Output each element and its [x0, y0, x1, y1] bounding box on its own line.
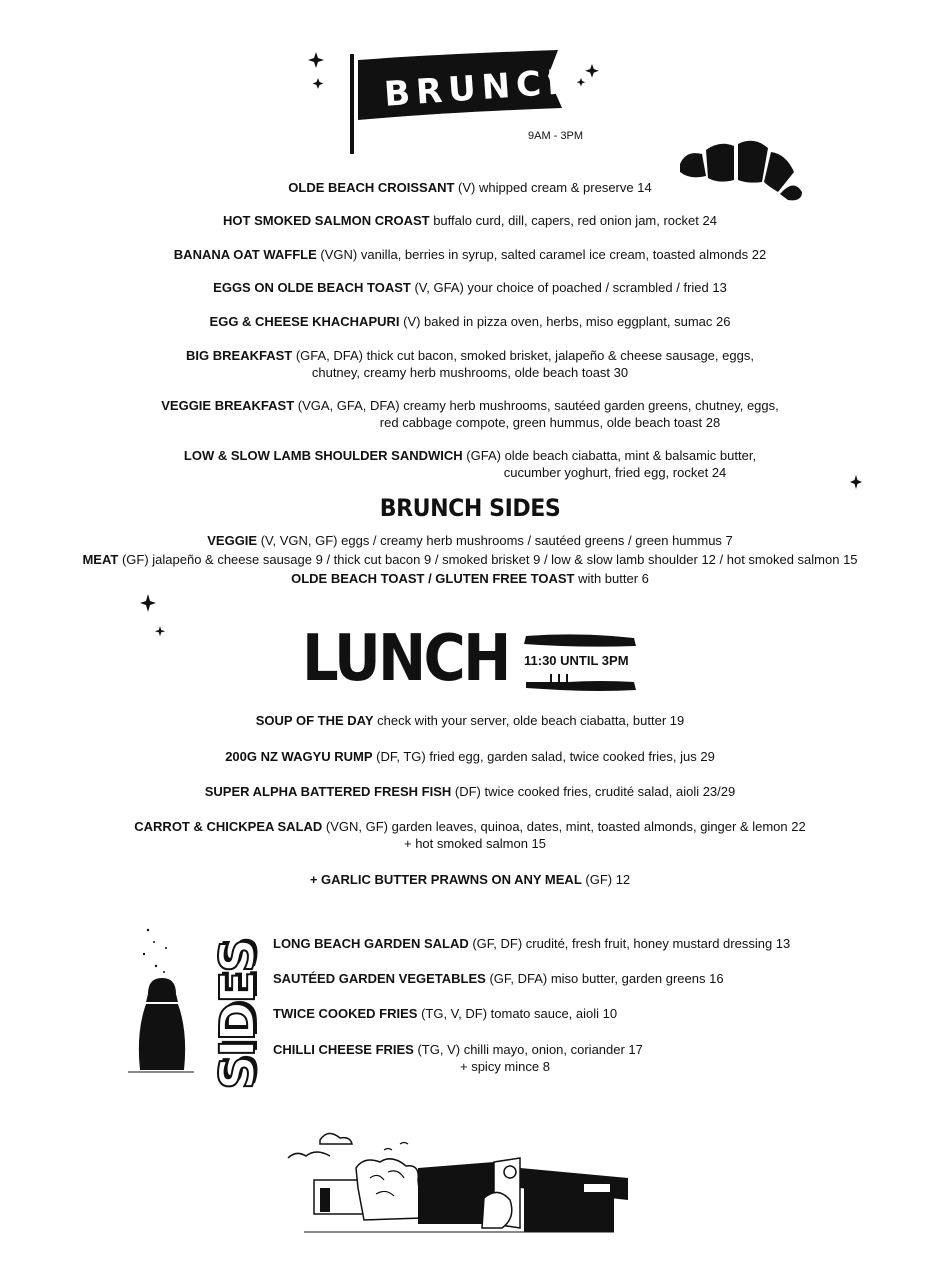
- side-item-fries: TWICE COOKED FRIES (TG, V, DF) tomato sauce, aioli 10: [273, 1006, 618, 1021]
- lunch-hours: 11:30 UNTIL 3PM: [524, 653, 629, 668]
- brunch-hours: 9AM - 3PM: [528, 130, 584, 142]
- brunch-item-waffle: BANANA OAT WAFFLE (VGN) vanilla, berries in syrup, salted caramel ice cream, toasted almonds 22: [173, 247, 767, 262]
- brunch-item-big-breakfast-cont: chutney, creamy herb mushrooms, olde beach toast 30: [311, 365, 629, 380]
- lunch-item-wagyu: 200G NZ WAGYU RUMP (DF, TG) fried egg, garden salad, twice cooked fries, jus 29: [225, 749, 715, 764]
- side-item-chilli-fries: CHILLI CHEESE FRIES (TG, V) chilli mayo, onion, coriander 17: [273, 1042, 643, 1057]
- brunch-side-meat: MEAT (GF) jalapeño & cheese sausage 9 / thick cut bacon 9 / smoked brisket 9 / low & slow lamb shoulder 12 / hot smoked salmon 15: [82, 552, 858, 567]
- brunch-item-veggie-breakfast-cont: red cabbage compote, green hummus, olde beach toast 28: [379, 415, 721, 430]
- brunch-side-toast: OLDE BEACH TOAST / GLUTEN FREE TOAST with butter 6: [291, 571, 649, 586]
- brunch-sides-title: BRUNCH SIDES: [379, 494, 561, 522]
- side-item-chilli-fries-cont: + spicy mince 8: [460, 1059, 550, 1074]
- brunch-title: BRUNCH: [382, 61, 583, 115]
- brunch-item-khachapuri: EGG & CHEESE KHACHAPURI (V) baked in pizza oven, herbs, miso eggplant, sumac 26: [209, 314, 731, 329]
- lunch-item-soup: SOUP OF THE DAY check with your server, olde beach ciabatta, butter 19: [255, 713, 685, 728]
- brunch-item-eggs-toast: EGGS ON OLDE BEACH TOAST (V, GFA) your choice of poached / scrambled / fried 13: [213, 280, 727, 295]
- brunch-item-lamb-sandwich-cont: cucumber yoghurt, fried egg, rocket 24: [503, 465, 727, 480]
- brunch-item-veggie-breakfast: VEGGIE BREAKFAST (VGA, GFA, DFA) creamy herb mushrooms, sautéed garden greens, chutney, eggs,: [161, 398, 779, 413]
- brunch-header: [300, 40, 620, 160]
- lunch-item-salad: CARROT & CHICKPEA SALAD (VGN, GF) garden leaves, quinoa, dates, mint, toasted almonds, ginger & lemon 22: [134, 819, 806, 834]
- sparkle-icon: [850, 475, 862, 489]
- brunch-item-big-breakfast: BIG BREAKFAST (GFA, DFA) thick cut bacon, smoked brisket, jalapeño & cheese sausage, eggs,: [186, 348, 754, 363]
- brunch-item-croissant: OLDE BEACH CROISSANT (V) whipped cream & preserve 14: [288, 180, 652, 195]
- lunch-title: LUNCH: [302, 622, 509, 696]
- brunch-side-veggie: VEGGIE (V, VGN, GF) eggs / creamy herb mushrooms / sautéed greens / green hummus 7: [207, 533, 733, 548]
- side-item-garden-salad: LONG BEACH GARDEN SALAD (GF, DF) crudité, fresh fruit, honey mustard dressing 13: [273, 936, 791, 951]
- lunch-item-prawns: + GARLIC BUTTER PRAWNS ON ANY MEAL (GF) 12: [309, 872, 631, 887]
- sparkle-icon: [140, 594, 170, 642]
- sides-title: SIDES: [210, 940, 266, 1090]
- lunch-item-fish: SUPER ALPHA BATTERED FRESH FISH (DF) twice cooked fries, crudité salad, aioli 23/29: [204, 784, 736, 799]
- lunch-item-salad-cont: + hot smoked salmon 15: [404, 836, 546, 851]
- side-item-vegetables: SAUTÉED GARDEN VEGETABLES (GF, DFA) miso butter, garden greens 16: [273, 971, 724, 986]
- restaurant-building-icon: [284, 1128, 634, 1244]
- salt-shaker-icon: [126, 912, 198, 1078]
- brunch-item-salmon-croast: HOT SMOKED SALMON CROAST buffalo curd, dill, capers, red onion jam, rocket 24: [223, 213, 717, 228]
- brunch-item-lamb-sandwich: LOW & SLOW LAMB SHOULDER SANDWICH (GFA) olde beach ciabatta, mint & balsamic butter,: [183, 448, 757, 463]
